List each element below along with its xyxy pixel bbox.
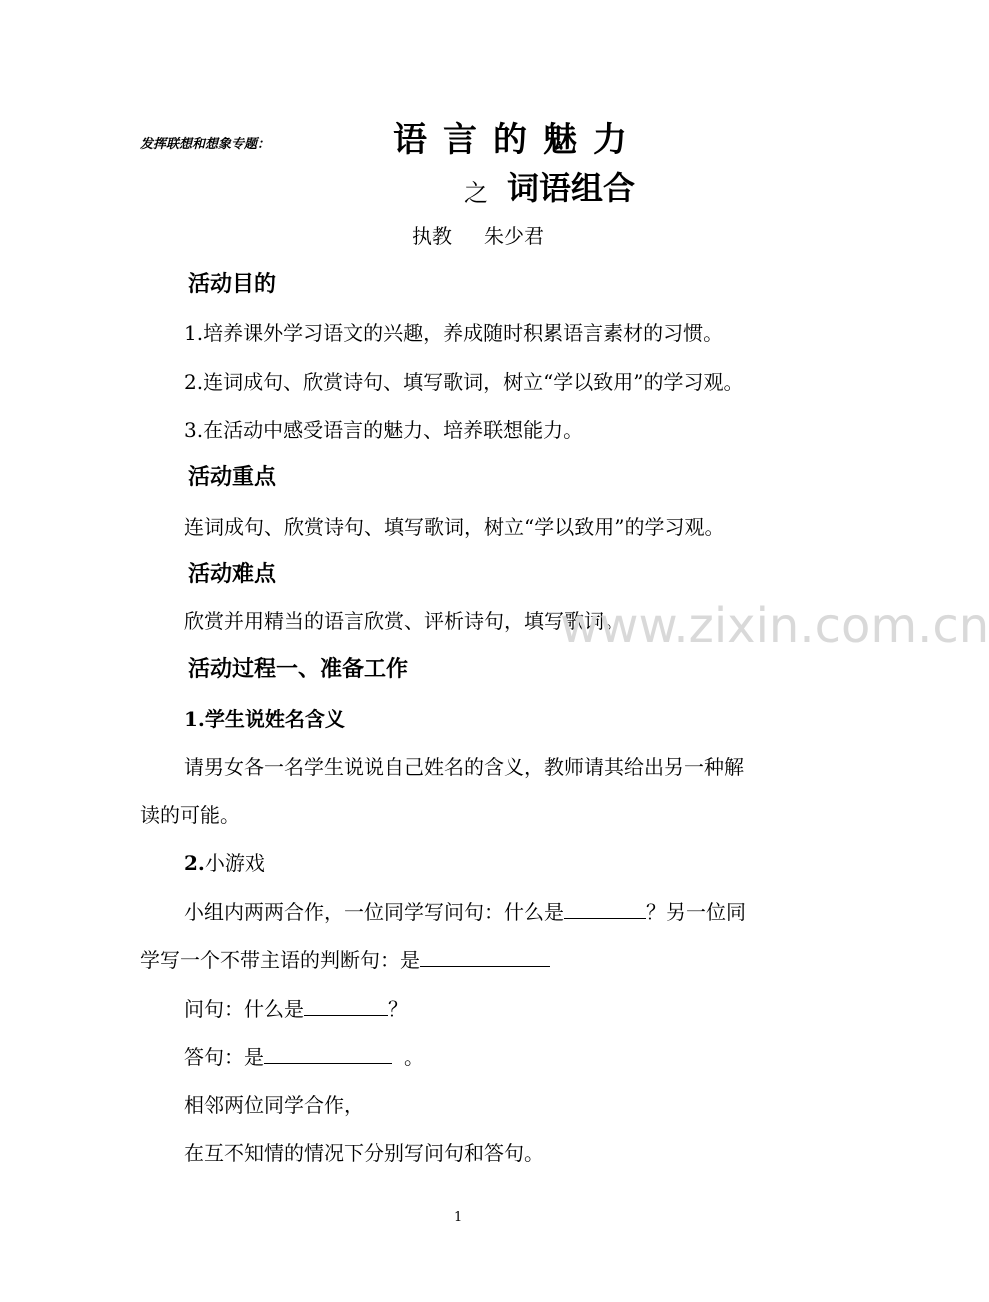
step1-line-2: 读的可能。 (140, 803, 240, 827)
key-heading: 活动重点 (188, 465, 277, 490)
difficulty-text: 欣赏并用精当的语言欣赏、评析诗句，填写歌词。 (184, 609, 624, 633)
teacher-role: 执教 (412, 224, 452, 248)
step1-line-1: 请男女各一名学生说说自己姓名的含义，教师请其给出另一种解 (184, 755, 744, 779)
answer-end: 。 (404, 1045, 424, 1069)
step2-title-line (184, 847, 265, 876)
subtitle-prefix: 之 (464, 179, 488, 207)
subtitle: 词语组合 (507, 169, 636, 207)
fill-blank (264, 1043, 392, 1064)
question-label: 问句：什么是 (184, 997, 304, 1021)
page-number: 1 (454, 1210, 463, 1225)
goal-item-3: 3.在活动中感受语言的魅力、培养联想能力。 (184, 418, 584, 442)
step2-line-1-text: 小组内两两合作，一位同学写问句：什么是 (184, 900, 564, 924)
step2-line-1-end: ？另一位同 (646, 900, 746, 924)
watermark: www.zixin.com.cn (560, 598, 989, 654)
pair-text: 相邻两位同学合作， (184, 1093, 364, 1117)
step2-line-1 (184, 896, 746, 925)
question-end: ？ (388, 997, 408, 1021)
teacher-line (412, 220, 544, 249)
difficulty-heading: 活动难点 (188, 562, 277, 587)
step2-title: 小游戏 (204, 851, 265, 875)
goal-item-2: 2.连词成句、欣赏诗句、填写歌词，树立“学以致用”的学习观。 (184, 370, 744, 394)
topic-label: 发挥联想和想象专题： (140, 137, 271, 152)
goal-item-1: 1.培养课外学习语文的兴趣，养成随时积累语言素材的习惯。 (184, 321, 724, 345)
fill-blank (420, 946, 550, 967)
key-text: 连词成句、欣赏诗句、填写歌词，树立“学以致用”的学习观。 (184, 515, 725, 539)
goal-heading: 活动目的 (188, 272, 277, 297)
step1-title: 1.学生说姓名含义 (184, 707, 345, 731)
step2-line-2 (140, 944, 550, 973)
question-line (184, 993, 408, 1022)
fill-blank (304, 995, 388, 1016)
step2-line-2-text: 学写一个不带主语的判断句：是 (140, 948, 420, 972)
main-title: 语言的魅力 (393, 120, 643, 160)
process-heading: 活动过程一、准备工作 (188, 657, 409, 682)
fill-blank (564, 898, 646, 919)
answer-line (184, 1041, 424, 1070)
answer-label: 答句：是 (184, 1045, 264, 1069)
step2-number: 2. (184, 851, 205, 875)
pair-text-2: 在互不知情的情况下分别写问句和答句。 (184, 1141, 544, 1165)
teacher-name: 朱少君 (484, 224, 544, 248)
